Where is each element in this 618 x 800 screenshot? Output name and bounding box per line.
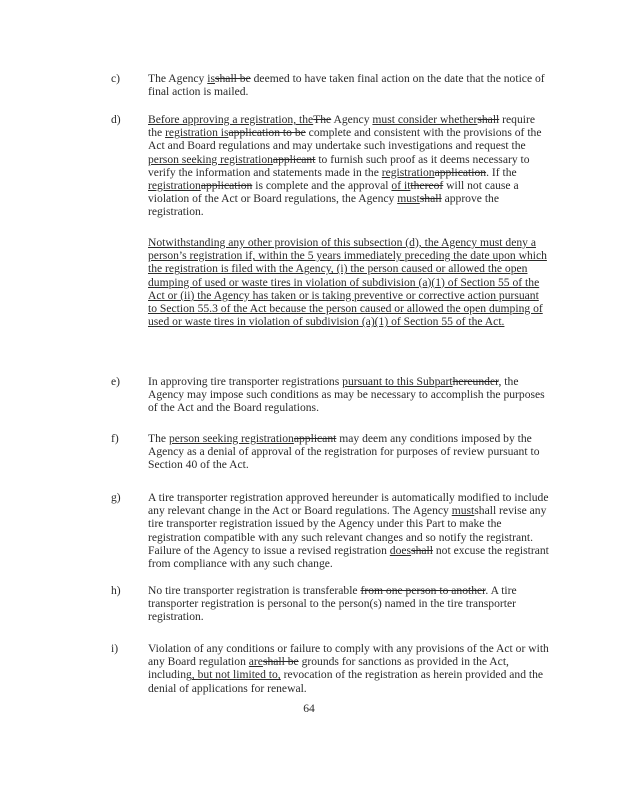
deleted-text: application to be bbox=[228, 126, 306, 140]
inserted-text: does bbox=[389, 543, 412, 557]
subsection-h bbox=[111, 584, 551, 624]
inserted-text: registration bbox=[381, 165, 435, 179]
text-run: No tire transporter registration is transferable bbox=[148, 584, 361, 597]
text-run: grounds for sanctions as provided in the Act, including bbox=[148, 655, 509, 682]
deleted-text: thereof bbox=[410, 179, 444, 193]
subsection-label: c) bbox=[111, 72, 121, 85]
subsection-g bbox=[111, 491, 551, 570]
page-number: 64 bbox=[303, 702, 315, 715]
text-run: will not cause a violation of the Act or Board regulations, the Agency bbox=[148, 179, 519, 206]
subsection-d-continuation bbox=[148, 236, 550, 328]
text-run: revocation of the registration as herein provided and the denial of applications for renewal. bbox=[148, 668, 544, 695]
subsection-text bbox=[148, 113, 551, 219]
inserted-text: person seeking registration bbox=[168, 432, 294, 445]
deleted-text: shall bbox=[477, 113, 500, 126]
subsection-text bbox=[148, 72, 551, 98]
inserted-text: pursuant to this Subpart bbox=[342, 375, 453, 388]
text-run: not excuse the registrant from compliance with any such change. bbox=[148, 543, 549, 571]
text-run: Agency bbox=[331, 113, 373, 126]
text-run: . A tire transporter registration is personal to the person(s) named in the tire transporter registration. bbox=[148, 584, 517, 624]
deleted-text: application bbox=[200, 179, 253, 193]
inserted-text: is bbox=[207, 72, 215, 85]
text-run: complete and consistent with the provisions of the Act and Board regulations and may undertake such investigations and request the bbox=[148, 126, 542, 153]
deleted-text: shall be bbox=[262, 655, 299, 669]
text-run: . If the bbox=[486, 165, 517, 179]
deleted-text: applicant bbox=[272, 152, 316, 166]
text-run: deemed to have taken final action on the date that the notice of final action is mailed. bbox=[148, 72, 545, 99]
subsection-e bbox=[111, 375, 551, 415]
text-run: approve the registration. bbox=[148, 192, 499, 219]
inserted-text: must bbox=[451, 504, 475, 518]
deleted-text: hereunder bbox=[452, 375, 499, 388]
text-run: , the Agency may impose such conditions as may be necessary to accomplish the purposes of the Act and the Board regulations. bbox=[148, 375, 545, 415]
subsection-f bbox=[111, 432, 551, 472]
inserted-text: of it bbox=[391, 179, 411, 193]
subsection-label: h) bbox=[111, 584, 121, 597]
subsection-label: g) bbox=[111, 491, 121, 504]
text-run: to furnish such proof as it deems necessary to verify the information and statements made in the bbox=[148, 152, 530, 179]
subsection-text bbox=[148, 432, 551, 472]
inserted-text: must consider whether bbox=[372, 113, 478, 126]
inserted-text: registration is bbox=[165, 126, 229, 140]
inserted-text: must bbox=[397, 192, 420, 206]
inserted-text: , but not limited to, bbox=[191, 668, 281, 682]
deleted-text: shall be bbox=[214, 72, 251, 85]
subsection-text bbox=[148, 491, 551, 570]
text-run: Violation of any conditions or failure to comply with any provisions of the Act or with any Board regulation bbox=[148, 642, 549, 669]
subsection-text bbox=[148, 642, 551, 695]
inserted-text: Notwithstanding any other provision of this subsection (d), the Agency must deny a person’s registration if, within the 5 years immediately preceding the date upon which the registration is filed with the Agency, (i) the person caused or allowed the open dumping of used or waste tires in violation of subdivision (a)(1) of Section 55 of the Act or (ii) the Agency has taken or is taking preventive or corrective action pursuant to Section 55.3 of the Act because the person caused or allowed the open dumping of used or waste tires in violation of subdivision (a)(1) of Section 55 of the Act. bbox=[148, 236, 547, 329]
text-run: The Agency bbox=[148, 72, 208, 85]
inserted-text: person seeking registration bbox=[148, 152, 273, 166]
deleted-text: from one person to another bbox=[360, 584, 486, 597]
subsection-label: i) bbox=[111, 642, 119, 655]
subsection-text bbox=[148, 375, 551, 415]
deleted-text: shall bbox=[419, 192, 442, 206]
text-run: is complete and the approval bbox=[252, 179, 392, 193]
text-run: require the bbox=[148, 113, 536, 140]
subsection-d bbox=[111, 113, 551, 219]
text-run: A tire transporter registration approved hereunder is automatically modified to include any relevant change in the Act or Board regulations. The Agency bbox=[148, 491, 549, 518]
text-run: In approving tire transporter registrations bbox=[148, 375, 343, 388]
inserted-text: are bbox=[248, 655, 263, 669]
subsection-label: e) bbox=[111, 375, 121, 388]
subsection-text bbox=[148, 584, 551, 624]
deleted-text: applicant bbox=[293, 432, 337, 445]
text-run: shall revise any tire transporter registration issued by the Agency under this Part to make the registration compatible with any such relevant changes and so notify the registrant. Failure of the Agency to issue a revised registration bbox=[148, 504, 547, 557]
text-run: The bbox=[148, 432, 169, 445]
subsection-label: f) bbox=[111, 432, 119, 445]
text-run: may deem any conditions imposed by the Agency as a denial of approval of the registration for purposes of review pursuant to Section 40 of the Act. bbox=[148, 432, 540, 472]
subsection-i bbox=[111, 642, 551, 695]
inserted-text: Before approving a registration, the bbox=[148, 113, 314, 126]
deleted-text: shall bbox=[411, 543, 433, 557]
subsection-c bbox=[111, 72, 551, 98]
deleted-text: The bbox=[313, 113, 332, 126]
inserted-text: registration bbox=[148, 179, 201, 193]
subsection-label: d) bbox=[111, 113, 121, 126]
deleted-text: application bbox=[434, 165, 487, 179]
